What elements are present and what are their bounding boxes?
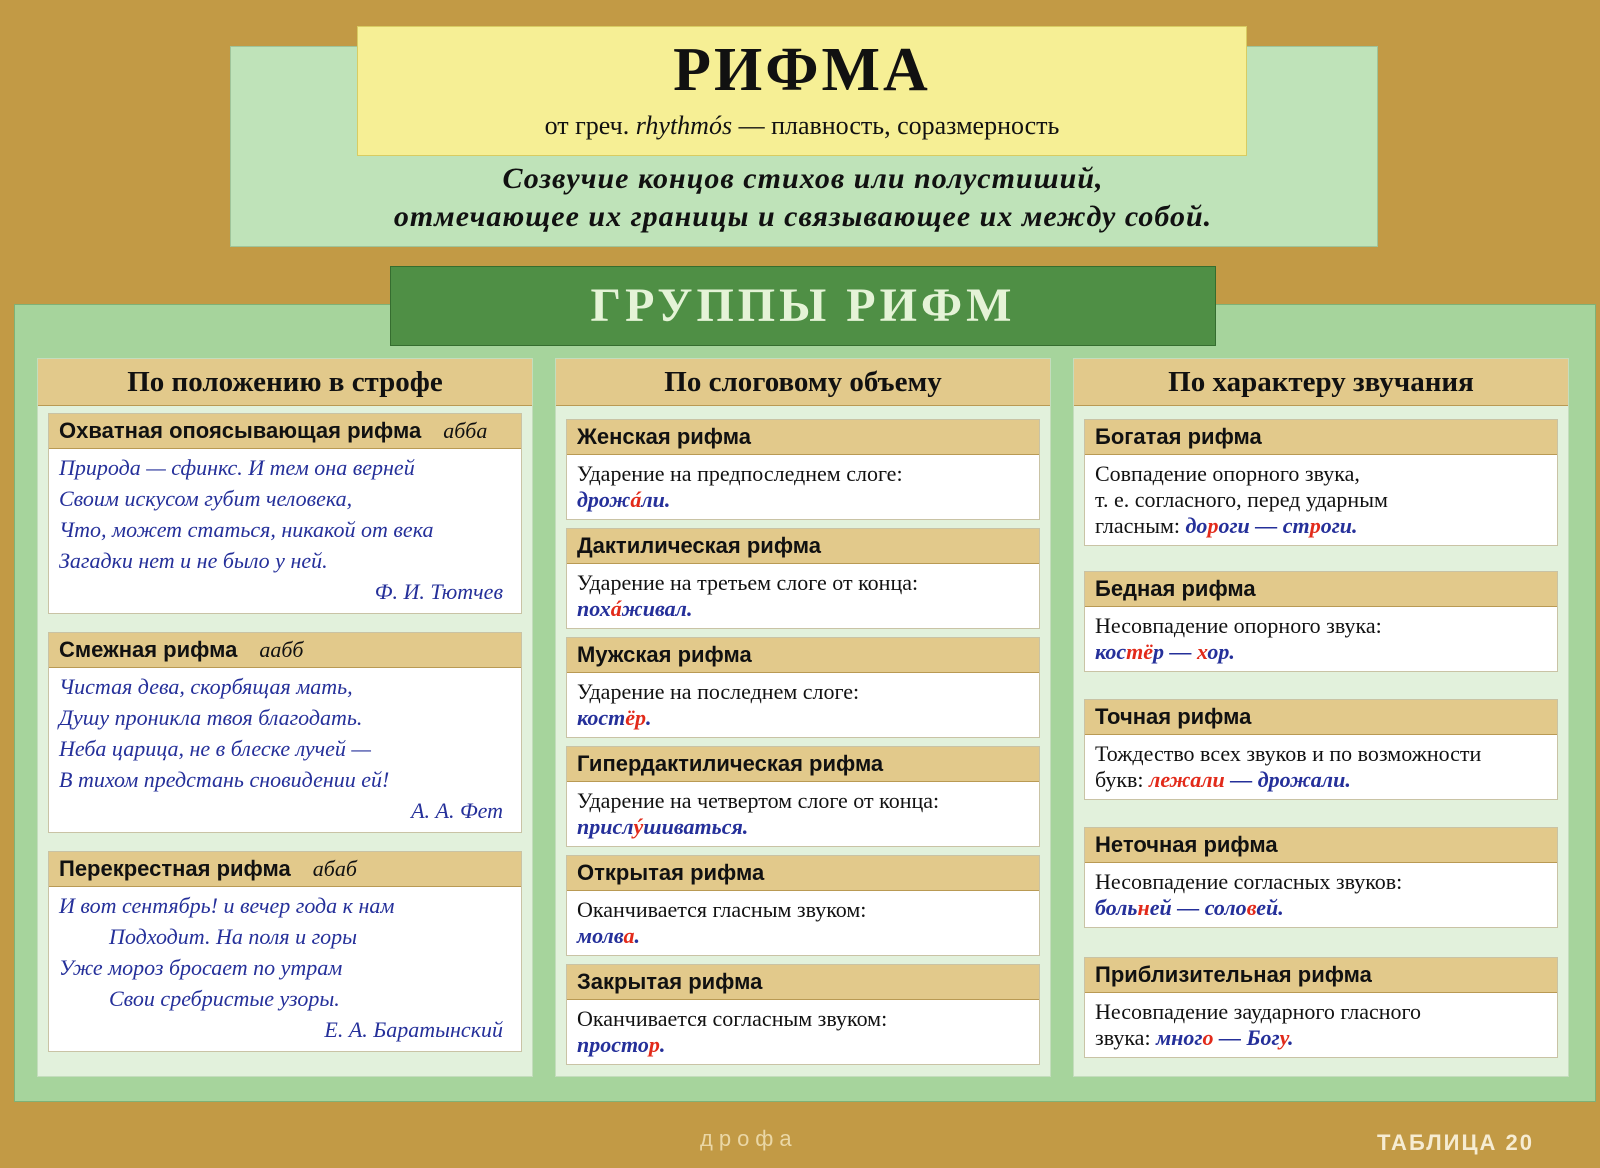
- etymology-word: rhythmós: [635, 111, 733, 140]
- rhyme-scheme: абаб: [312, 856, 357, 881]
- poem-author: Е. А. Баратынский: [324, 1017, 503, 1042]
- rhyme-card-rich: Богатая рифма Совпадение опорного звука, т. е. согласного, перед ударным гласным: дороги — строги.: [1084, 419, 1558, 546]
- rhyme-card-enclosing: Охватная опоясывающая рифма абба Природа — сфинкс. И тем она верней Своим искусом губит человека, Что, может статься, никакой от века Загадки нет и не было у ней. Ф. И. Тютчев: [48, 413, 522, 614]
- poem-line: Своим искусом губит человека,: [59, 486, 353, 511]
- rhyme-example: больней — соловей.: [1095, 895, 1284, 920]
- rhyme-example: простор.: [577, 1032, 666, 1057]
- poem-line: Загадки нет и не было у ней.: [59, 548, 328, 573]
- rhyme-example: молва.: [577, 923, 640, 948]
- rhyme-example: дрожáли.: [577, 487, 671, 512]
- rhyme-card-masculine: Мужская рифма Ударение на последнем слоге: костёр.: [566, 637, 1040, 738]
- title-box: [357, 26, 1247, 156]
- rhyme-example: костёр — хор.: [1095, 639, 1235, 664]
- poem-line: В тихом предстань сновидении ей!: [59, 767, 390, 792]
- column-header: По слоговому объему: [556, 359, 1050, 406]
- rhyme-card-dactylic: Дактилическая рифма Ударение на третьем слоге от конца: похáживал.: [566, 528, 1040, 629]
- poem-line: Подходит. На поля и горы: [109, 924, 358, 949]
- poem-author: А. А. Фет: [411, 798, 503, 823]
- rhyme-example: костёр.: [577, 705, 652, 730]
- rhyme-example: лежали — дрожали.: [1149, 767, 1351, 792]
- rhyme-card-approximate: Приблизительная рифма Несовпадение заударного гласного звука: много — Богу.: [1084, 957, 1558, 1058]
- rhyme-card-cross: Перекрестная рифма абаб И вот сентябрь! и вечер года к нам Подходит. На поля и горы Уже мороз бросает по утрам Свои сребристые узоры. Е. А. Баратынский: [48, 851, 522, 1052]
- poem-line: Неба царица, не в блеске лучей —: [59, 736, 371, 761]
- rhyme-example: похáживал.: [577, 596, 693, 621]
- poem-author: Ф. И. Тютчев: [374, 579, 503, 604]
- rhyme-card-closed: Закрытая рифма Оканчивается согласным звуком: простор.: [566, 964, 1040, 1065]
- column-header: По положению в строфе: [38, 359, 532, 406]
- rhyme-example: дороги — строги.: [1185, 513, 1358, 538]
- rhyme-example: прислýшиваться.: [577, 814, 749, 839]
- rhyme-example: много — Богу.: [1156, 1025, 1294, 1050]
- rhyme-card-hyperdactylic: Гипердактилическая рифма Ударение на четвертом слоге от конца: прислýшиваться.: [566, 746, 1040, 847]
- rhyme-scheme: абба: [443, 418, 488, 443]
- poem-line: Чистая дева, скорбящая мать,: [59, 674, 353, 699]
- column-syllables: [555, 358, 1051, 1077]
- rhyme-card-feminine: Женская рифма Ударение на предпоследнем слоге: дрожáли.: [566, 419, 1040, 520]
- page-title: РИФМА: [673, 36, 931, 104]
- poem-line: Душу проникла твоя благодать.: [59, 705, 363, 730]
- poem-line: Что, может статься, никакой от века: [59, 517, 434, 542]
- poem-line: Свои сребристые узоры.: [109, 986, 340, 1011]
- definition: Созвучие концов стихов или полустиший, отмечающее их границы и связывающее их между собой.: [393, 162, 1213, 233]
- rhyme-card-exact: Точная рифма Тождество всех звуков и по возможности букв: лежали — дрожали.: [1084, 699, 1558, 800]
- rhyme-card-open: Открытая рифма Оканчивается гласным звуком: молва.: [566, 855, 1040, 956]
- column-position: [37, 358, 533, 1077]
- column-sound: [1073, 358, 1569, 1077]
- groups-banner: ГРУППЫ РИФМ: [390, 266, 1216, 346]
- rhyme-card-inexact: Неточная рифма Несовпадение согласных звуков: больней — соловей.: [1084, 827, 1558, 928]
- poem-line: И вот сентябрь! и вечер года к нам: [59, 893, 395, 918]
- column-header: По характеру звучания: [1074, 359, 1568, 406]
- poem-line: Природа — сфинкс. И тем она верней: [59, 455, 415, 480]
- rhyme-card-poor: Бедная рифма Несовпадение опорного звука: костёр — хор.: [1084, 571, 1558, 672]
- table-label: ТАБЛИЦА 20: [1377, 1130, 1534, 1155]
- rhyme-scheme: аабб: [259, 637, 304, 662]
- publisher-logo: дрофа: [700, 1126, 798, 1151]
- poem-line: Уже мороз бросает по утрам: [59, 955, 343, 980]
- etymology: от греч. rhythmós — плавность, соразмерность: [544, 111, 1060, 140]
- rhyme-card-adjacent: Смежная рифма аабб Чистая дева, скорбящая мать, Душу проникла твоя благодать. Неба царица, не в блеске лучей — В тихом предстань сновидении ей! А. А. Фет: [48, 632, 522, 833]
